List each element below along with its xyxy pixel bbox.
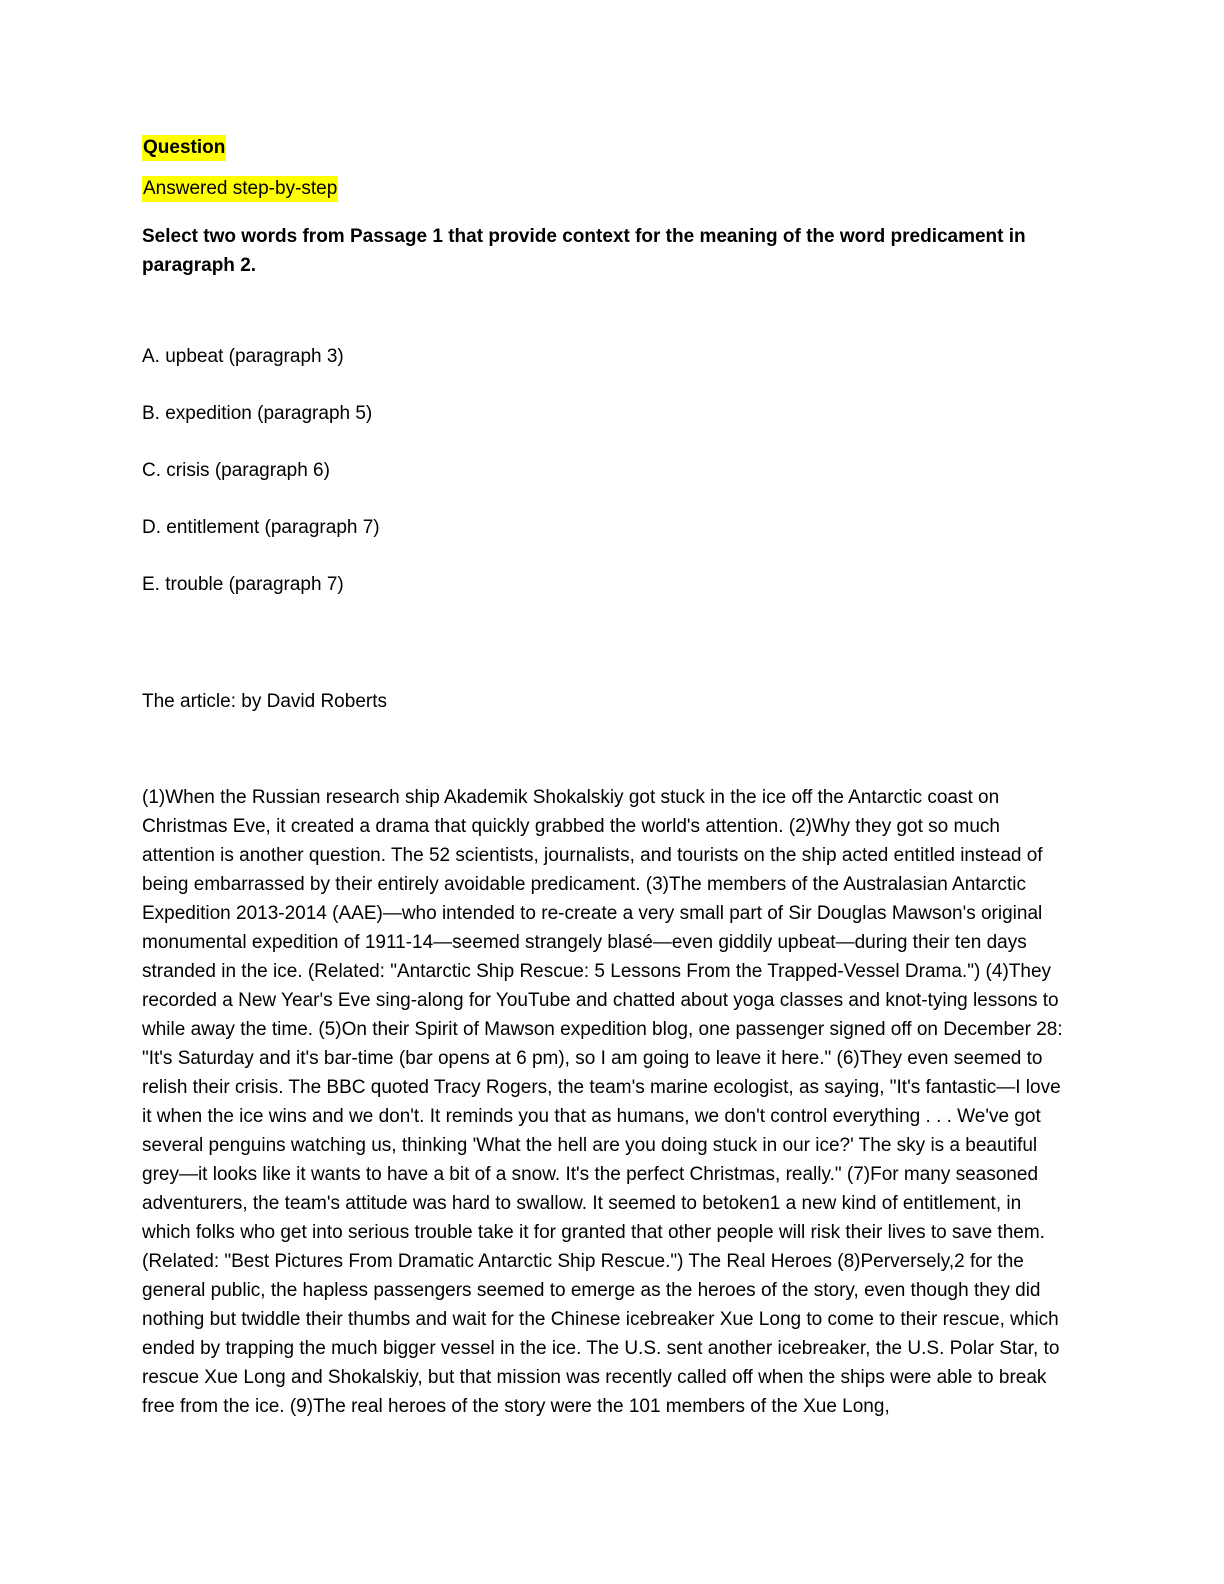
question-heading xyxy=(142,138,1072,157)
article-passage: (1)When the Russian research ship Akademik Shokalskiy got stuck in the ice off the Antarctic coast on Christmas Eve, it created a drama that quickly grabbed the world's attention. (2)Why they got so much attention is another question. The 52 scientists, journalists, and tourists on the ship acted entitled instead of being embarrassed by their entirely avoidable predicament. (3)The members of the Australasian Antarctic Expedition 2013-2014 (AAE)—who intended to re-create a very small part of Sir Douglas Mawson's original monumental expedition of 1911-14—seemed strangely blasé—even giddily upbeat—during their ten days stranded in the ice. (Related: "Antarctic Ship Rescue: 5 Lessons From the Trapped-Vessel Drama.") (4)They recorded a New Year's Eve sing-along for YouTube and chatted about yoga classes and knot-tying lessons to while away the time. (5)On their Spirit of Mawson expedition blog, one passenger signed off on December 28: "It's Saturday and it's bar-time (bar opens at 6 pm), so I am going to leave it here." (6)They even seemed to relish their crisis. The BBC quoted Tracy Rogers, the team's marine ecologist, as saying, "It's fantastic—I love it when the ice wins and we don't. It reminds you that as humans, we don't control everything . . . We've got several penguins watching us, thinking 'What the hell are you doing stuck in our ice?' The sky is a beautiful grey—it looks like it wants to have a bit of a snow. It's the perfect Christmas, really." (7)For many seasoned adventurers, the team's attitude was hard to swallow. It seemed to betoken1 a new kind of entitlement, in which folks who get into serious trouble take it for granted that other people will risk their lives to save them. (Related: "Best Pictures From Dramatic Antarctic Ship Rescue.") The Real Heroes (8)Perversely,2 for the general public, the hapless passengers seemed to emerge as the heroes of the story, even though they did nothing but twiddle their thumbs and wait for the Chinese icebreaker Xue Long to come to their rescue, which ended by trapping the much bigger vessel in the ice. The U.S. sent another icebreaker, the U.S. Polar Star, to rescue Xue Long and Shokalskiy, but that mission was recently called off when the ships were able to break free from the ice. (9)The real heroes of the story were the 101 members of the Xue Long, xyxy=(142,786,1063,1417)
answer-option-c[interactable]: C. crisis (paragraph 6) xyxy=(142,459,330,481)
answer-option-d[interactable]: D. entitlement (paragraph 7) xyxy=(142,516,380,538)
spacer-before-options xyxy=(142,281,1072,347)
answered-status-text: Answered step-by-step xyxy=(142,176,338,202)
answered-status-heading xyxy=(142,179,1072,198)
article-byline: The article: by David Roberts xyxy=(142,690,387,712)
document-content xyxy=(142,138,1072,1421)
spacer-before-passage xyxy=(142,711,1072,783)
question-prompt: Select two words from Passage 1 that provide context for the meaning of the word predicament in paragraph 2. xyxy=(142,226,1026,276)
answer-option-e[interactable]: E. trouble (paragraph 7) xyxy=(142,573,344,595)
spacer-before-byline xyxy=(142,632,1072,692)
answer-option-a[interactable]: A. upbeat (paragraph 3) xyxy=(142,345,344,367)
answer-option-b[interactable]: B. expedition (paragraph 5) xyxy=(142,402,373,424)
question-heading-text: Question xyxy=(142,135,226,161)
